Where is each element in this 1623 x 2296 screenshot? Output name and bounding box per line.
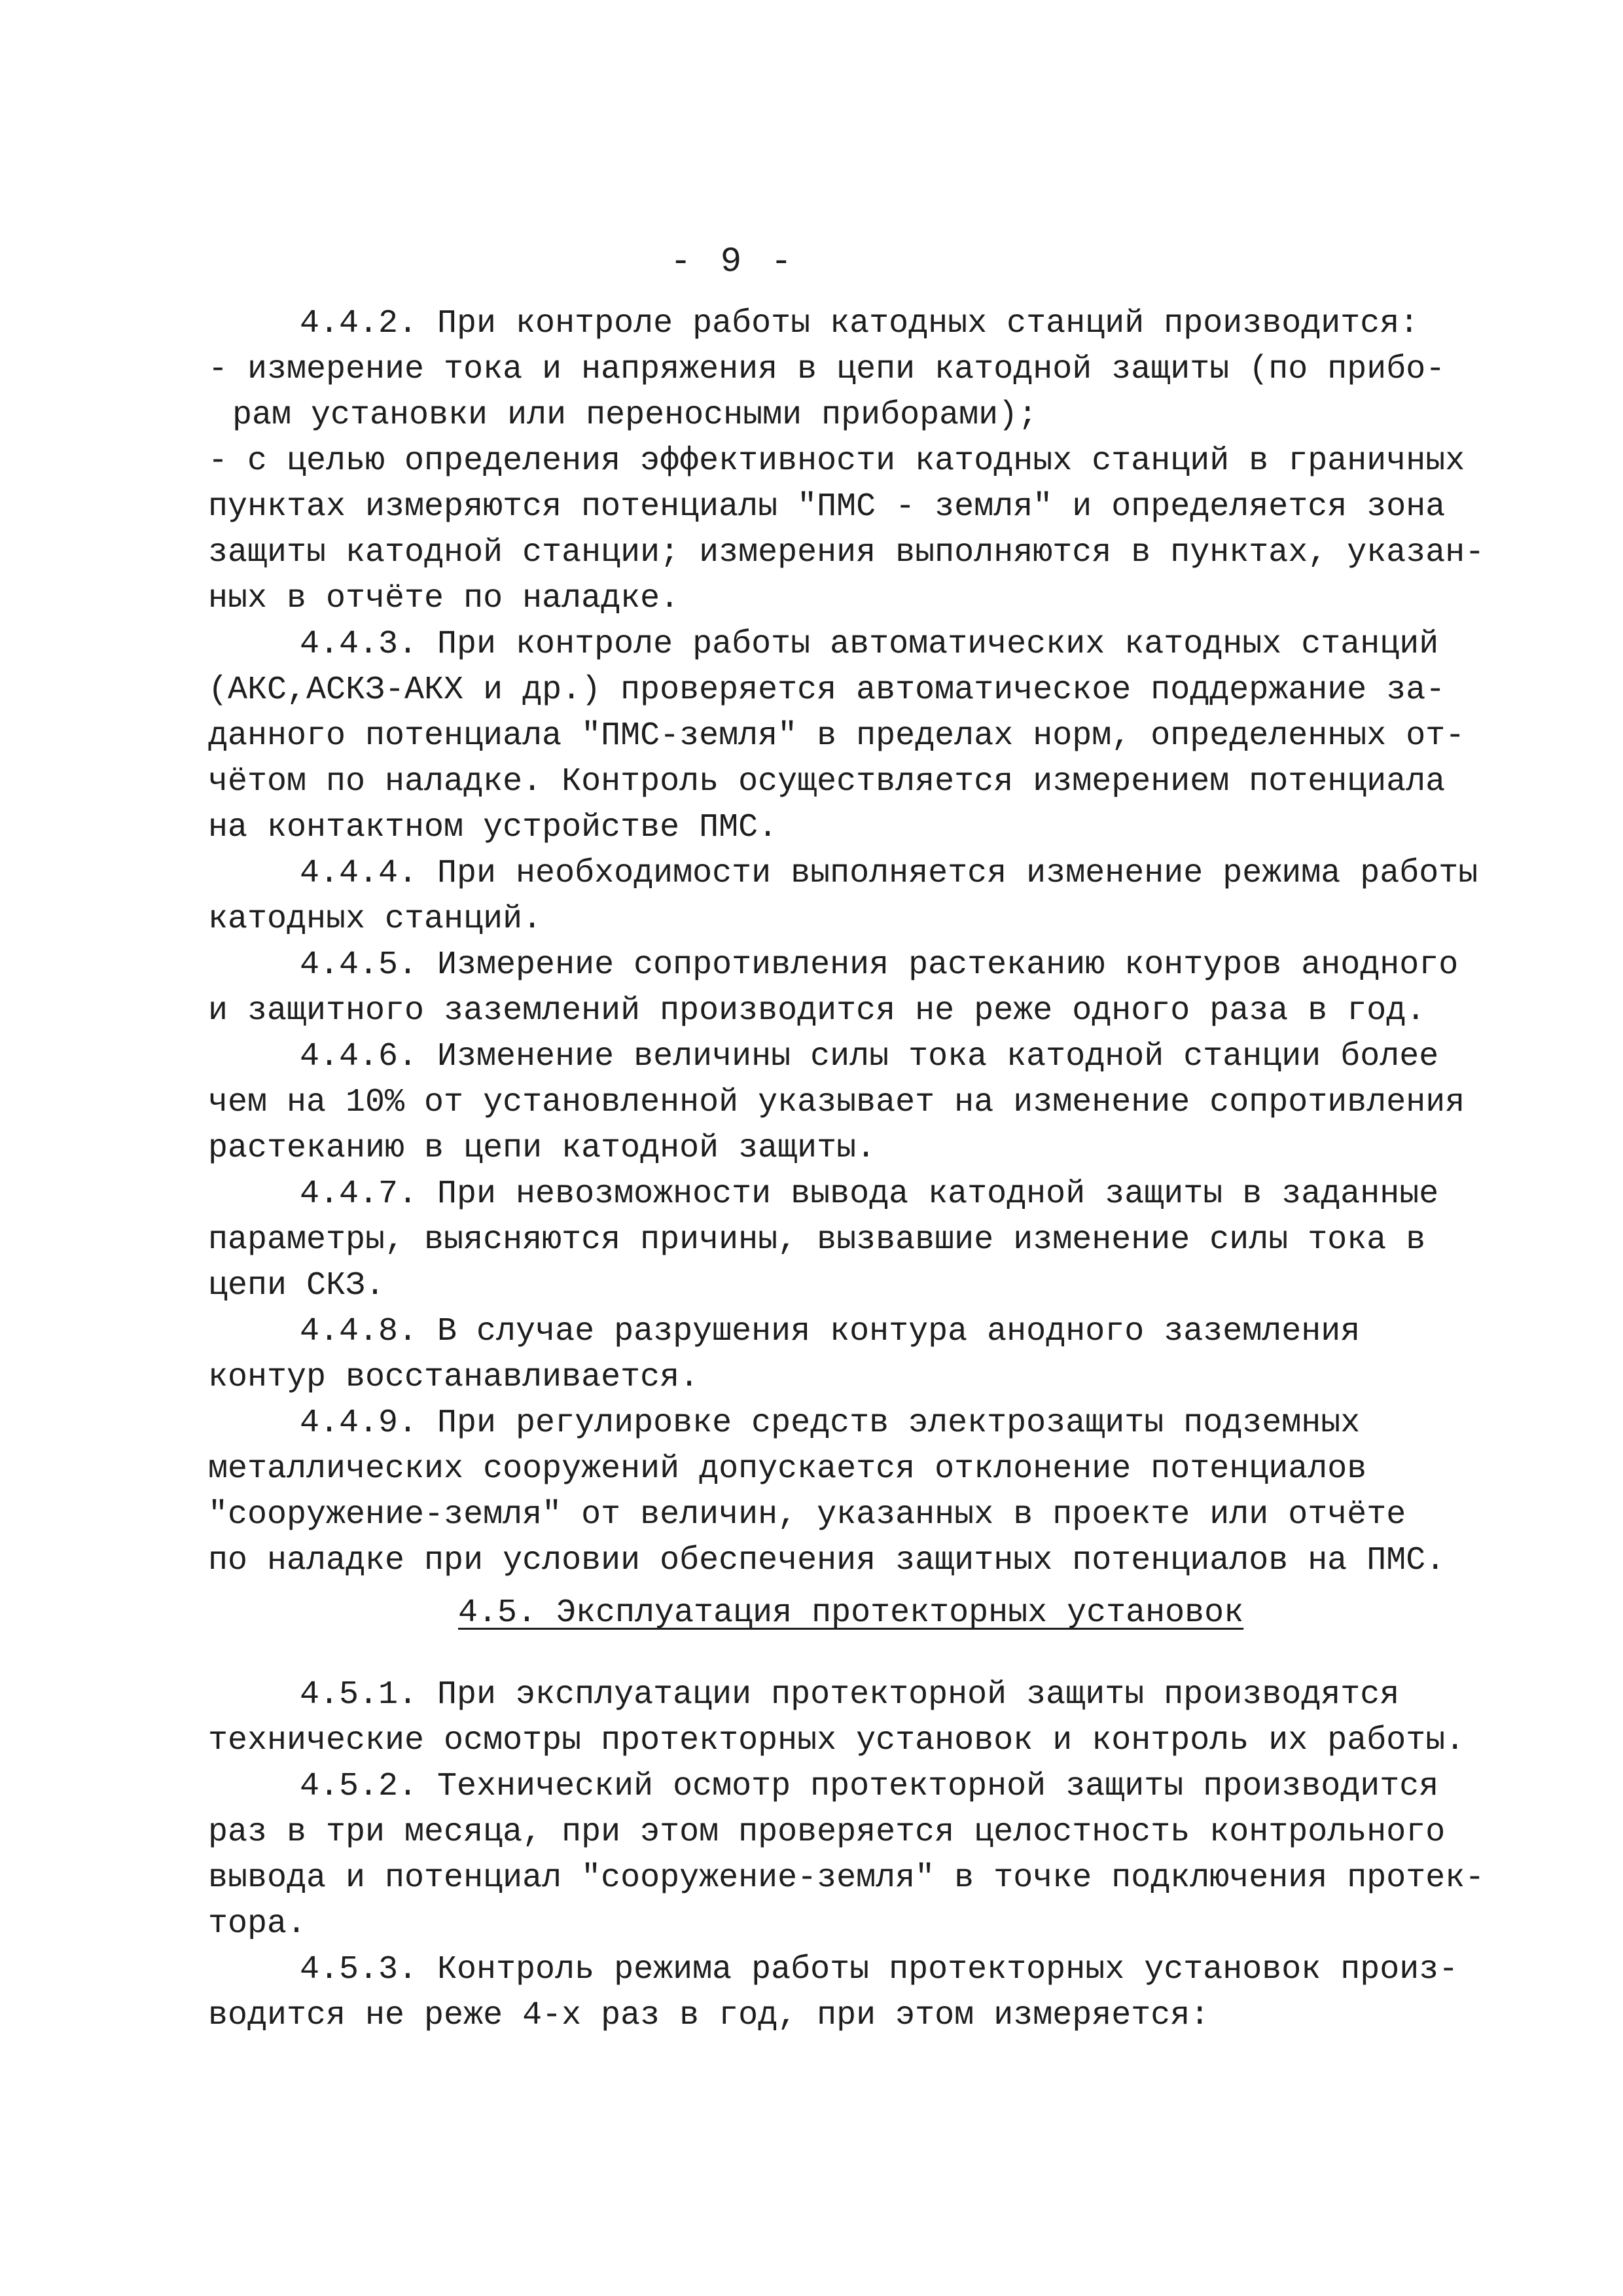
text-line: технические осмотры протекторных установок и контроль их работы. — [208, 1722, 1465, 1759]
text-line: 4.4.9. При регулировке средств электрозащиты подземных — [300, 1405, 1361, 1442]
section-heading: 4.5. Эксплуатация протекторных установок — [458, 1594, 1244, 1632]
text-line: вывода и потенциал "сооружение-земля" в точке подключения протек- — [208, 1859, 1485, 1897]
text-line: данного потенциала "ПМС-земля" в пределах норм, определенных от- — [208, 717, 1465, 755]
text-line: катодных станций. — [208, 901, 543, 938]
text-line: - с целью определения эффективности катодных станций в граничных — [208, 442, 1465, 480]
text-line: 4.4.8. В случае разрушения контура анодного заземления — [300, 1313, 1361, 1350]
text-line: "сооружение-земля" от величин, указанных в проекте или отчёте — [208, 1496, 1406, 1534]
text-line: (АКС,АСКЗ-АКХ и др.) проверяется автоматическое поддержание за- — [208, 672, 1446, 709]
text-line: 4.4.6. Изменение величины силы тока катодной станции более — [300, 1038, 1439, 1075]
text-line: чётом по наладке. Контроль осуществляется измерением потенциала — [208, 763, 1446, 800]
text-line: по наладке при условии обеспечения защитных потенциалов на ПМС. — [208, 1542, 1446, 1579]
text-line: на контактном устройстве ПМС. — [208, 809, 778, 846]
text-line: цепи СКЗ. — [208, 1267, 385, 1304]
text-line: 4.4.2. При контроле работы катодных станций производится: — [300, 305, 1419, 342]
text-line: 4.5.2. Технический осмотр протекторной защиты производится — [300, 1768, 1439, 1805]
text-line: водится не реже 4-х раз в год, при этом измеряется: — [208, 1997, 1210, 2034]
text-line: контур восстанавливается. — [208, 1359, 700, 1396]
page-number: - 9 - — [669, 242, 796, 282]
text-line: растеканию в цепи катодной защиты. — [208, 1130, 876, 1167]
text-line: раз в три месяца, при этом проверяется целостность контрольного — [208, 1814, 1446, 1851]
text-line: пунктах измеряются потенциалы "ПМС - земля" и определяется зона — [208, 488, 1446, 526]
text-line: защиты катодной станции; измерения выполняются в пунктах, указан- — [208, 534, 1485, 571]
text-line: 4.4.5. Измерение сопротивления растеканию контуров анодного — [300, 946, 1459, 984]
text-line: тора. — [208, 1905, 307, 1943]
text-line: металлических сооружений допускается отклонение потенциалов — [208, 1450, 1367, 1488]
text-line: ных в отчёте по наладке. — [208, 580, 680, 617]
text-line: 4.4.7. При невозможности вывода катодной защиты в заданные — [300, 1175, 1439, 1213]
text-line: - измерение тока и напряжения в цепи катодной защиты (по прибо- — [208, 351, 1446, 388]
text-line: 4.5.1. При эксплуатации протекторной защиты производятся — [300, 1676, 1400, 1713]
text-line: 4.4.3. При контроле работы автоматических катодных станций — [300, 626, 1439, 663]
text-line: параметры, выясняются причины, вызвавшие изменение силы тока в — [208, 1221, 1426, 1259]
text-line: 4.5.3. Контроль режима работы протекторных установок произ- — [300, 1951, 1459, 1988]
text-line: рам установки или переносными приборами); — [232, 397, 1038, 434]
text-line: 4.4.4. При необходимости выполняется изменение режима работы — [300, 855, 1478, 892]
text-line: чем на 10% от установленной указывает на изменение сопротивления — [208, 1084, 1465, 1121]
text-line: и защитного заземлений производится не реже одного раза в год. — [208, 992, 1426, 1030]
